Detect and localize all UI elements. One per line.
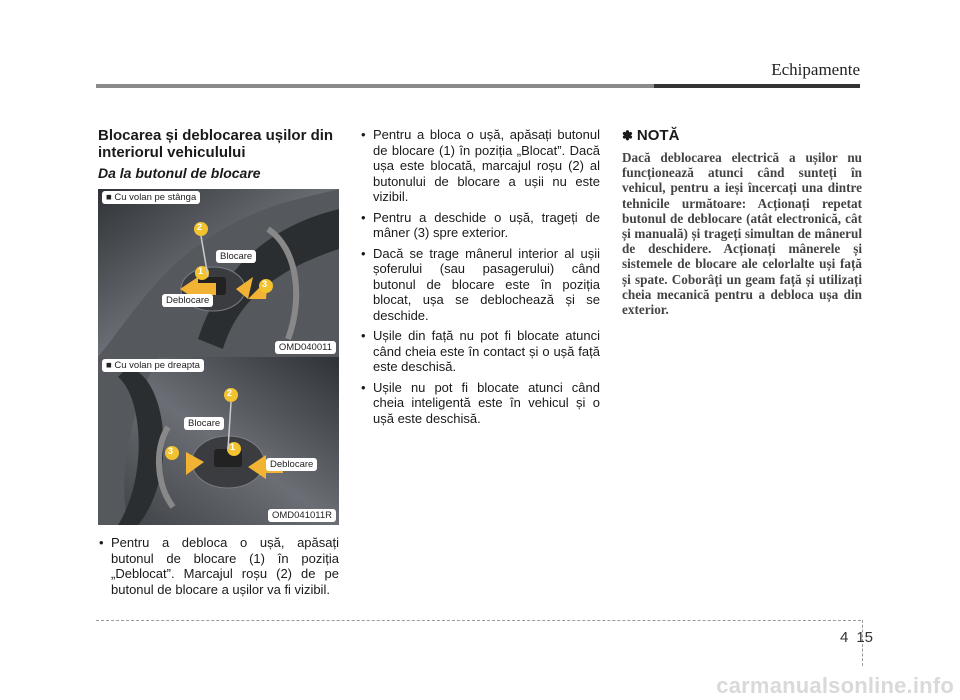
footer-rule: [96, 620, 861, 621]
note-body: Dacă deblocarea electrică a ușilor nu funcționează atunci când sunteți în vehicul, pentru a ieși încercați una dintre tehnicile următoare: Acționați repetat butonul de deblocare (atât electronică, cât și manuală) și trageți simultan de mânerul de deschidere. Acționați mânerele și sistemele de blocare ale celorlalte uși față și spate. Coborâți un geam față și utilizați cheia mecanică pentru a debloca ușa din exterior.: [622, 150, 862, 318]
marker-1: 1: [198, 266, 204, 276]
door-handle-photo: [98, 189, 339, 357]
marker-2: 2: [227, 388, 233, 398]
section-subtitle: Da la butonul de blocare: [98, 165, 261, 181]
figure-label: ■ Cu volan pe stânga: [102, 191, 200, 204]
marker-3: 3: [262, 279, 268, 289]
callout-lock: Blocare: [216, 250, 256, 263]
bullet-item: • Ușile din față nu pot fi blocate atunci când cheia este în contact și o ușă față este deschisă.: [360, 328, 600, 375]
bullet-item: • Pentru a bloca o ușă, apăsați butonul de blocare (1) în poziția „Blocat”. Dacă ușa este blocată, marcajul roșu (2) al butonului de blocare a ușii nu este vizibil.: [360, 127, 600, 205]
page-number-value: 15: [856, 629, 874, 646]
left-bullet-list: [98, 535, 339, 602]
running-header: Echipamente: [771, 60, 860, 79]
figure-code: OMD040011: [275, 341, 336, 354]
figure-label: ■ Cu volan pe dreapta: [102, 359, 204, 372]
bullet-item: • Dacă se trage mânerul interior al ușii șoferului (sau pasagerului) când butonul de blocare este în poziția blocat, ușa se deblochează și se deschide.: [360, 246, 600, 324]
header-rule: [96, 84, 860, 88]
watermark: carmanualsonline.info: [716, 673, 954, 698]
bullet-item: • Pentru a debloca o ușă, apăsați butonul de blocare (1) în poziția „Deblocat”. Marcajul roșu (2) de pe butonul de blocare a ușilor va fi vizibil.: [98, 535, 339, 597]
callout-lock: Blocare: [184, 417, 224, 430]
figure-code: OMD041011R: [268, 509, 336, 522]
marker-2: 2: [197, 222, 203, 232]
callout-unlock: Deblocare: [266, 458, 317, 471]
bullet-item: • Ușile nu pot fi blocate atunci când cheia inteligentă este în vehicul și o ușă este deschisă.: [360, 380, 600, 427]
right-bullet-list: [360, 127, 600, 431]
door-handle-photo: [98, 357, 339, 525]
section-title: Blocarea și deblocarea ușilor din interiorul vehiculului: [98, 127, 334, 161]
note-title: NOTĂ: [636, 127, 680, 144]
callout-unlock: Deblocare: [162, 294, 213, 307]
figure-left-hand-drive: [98, 189, 339, 357]
chapter-number: 4: [840, 629, 849, 646]
marker-1: 1: [230, 442, 236, 452]
figure-right-hand-drive: [98, 357, 339, 525]
bullet-item: • Pentru a deschide o ușă, trageți de mâner (3) spre exterior.: [360, 210, 600, 241]
asterisk-icon: ✽: [622, 127, 633, 143]
page-number: [840, 629, 873, 646]
marker-3: 3: [168, 446, 174, 456]
note-heading: [622, 127, 679, 144]
